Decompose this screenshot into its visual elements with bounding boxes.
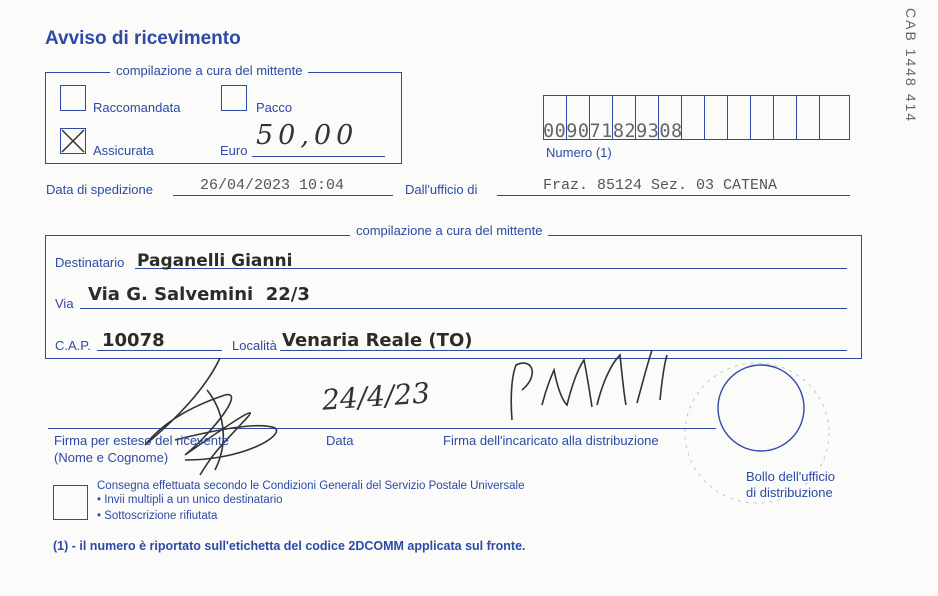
via-value: Via G. Salvemini 22/3	[88, 284, 310, 305]
destinatario-label: Destinatario	[55, 255, 125, 270]
shipping-date-line	[173, 195, 393, 196]
assicurata-checkbox[interactable]	[60, 128, 86, 154]
number-cell	[728, 96, 751, 139]
number-cell	[797, 96, 820, 139]
stamp-label-2: di distribuzione	[746, 485, 833, 500]
recipient-section-label: compilazione a cura del mittente	[350, 223, 548, 238]
receiver-label-2: (Nome e Cognome)	[54, 450, 169, 465]
raccomandata-checkbox[interactable]	[60, 85, 86, 111]
delivery-checkbox[interactable]	[53, 485, 88, 520]
delivery-text: Consegna effettuata secondo le Condizioni Generali del Servizio Postale Universale	[97, 480, 525, 492]
side-handwriting: CAB 1448 414	[903, 8, 919, 124]
assicurata-label: Assicurata	[93, 143, 154, 158]
euro-label: Euro	[220, 143, 248, 158]
checkmark-x-icon	[60, 128, 86, 154]
euro-line	[252, 156, 385, 157]
number-cell	[774, 96, 797, 139]
office-label: Dall'ufficio di	[405, 182, 478, 197]
via-label: Via	[55, 296, 74, 311]
destinatario-value: Paganelli Gianni	[137, 251, 293, 271]
office-value: Fraz. 85124 Sez. 03 CATENA	[543, 177, 778, 194]
euro-value: 50,00	[256, 120, 359, 151]
cap-label: C.A.P.	[55, 338, 91, 353]
handwritten-date: 24/4/23	[320, 376, 431, 417]
raccomandata-label: Raccomandata	[93, 100, 181, 115]
number-cell	[751, 96, 774, 139]
courier-signature-scribble	[492, 345, 672, 425]
delivery-item-1: • Invii multipli a un unico destinatario	[97, 494, 283, 506]
number-value: 009071829308	[543, 121, 683, 142]
via-line	[80, 308, 847, 309]
office-line	[497, 195, 850, 196]
sender-section-label: compilazione a cura del mittente	[110, 63, 308, 78]
courier-label: Firma dell'incaricato alla distribuzione	[443, 433, 659, 448]
number-cell	[682, 96, 705, 139]
page-title: Avviso di ricevimento	[45, 28, 241, 49]
footnote: (1) - il numero è riportato sull'etichetta del codice 2DCOMM applicata sul fronte.	[53, 539, 526, 553]
stamp-label-1: Bollo dell'ufficio	[746, 469, 835, 484]
delivery-item-2: • Sottoscrizione rifiutata	[97, 510, 218, 522]
localita-value: Venaria Reale (TO)	[282, 330, 473, 351]
pacco-checkbox[interactable]	[221, 85, 247, 111]
receiver-label-1: Firma per esteso del ricevente	[54, 433, 229, 448]
number-cell	[705, 96, 728, 139]
number-label: Numero (1)	[546, 145, 612, 160]
date-label: Data	[326, 433, 354, 448]
number-cell	[820, 96, 850, 139]
shipping-date-label: Data di spedizione	[46, 182, 153, 197]
shipping-date-value: 26/04/2023 10:04	[200, 177, 345, 194]
pacco-label: Pacco	[256, 100, 293, 115]
localita-label: Località	[232, 338, 277, 353]
cap-value: 10078	[102, 330, 165, 351]
